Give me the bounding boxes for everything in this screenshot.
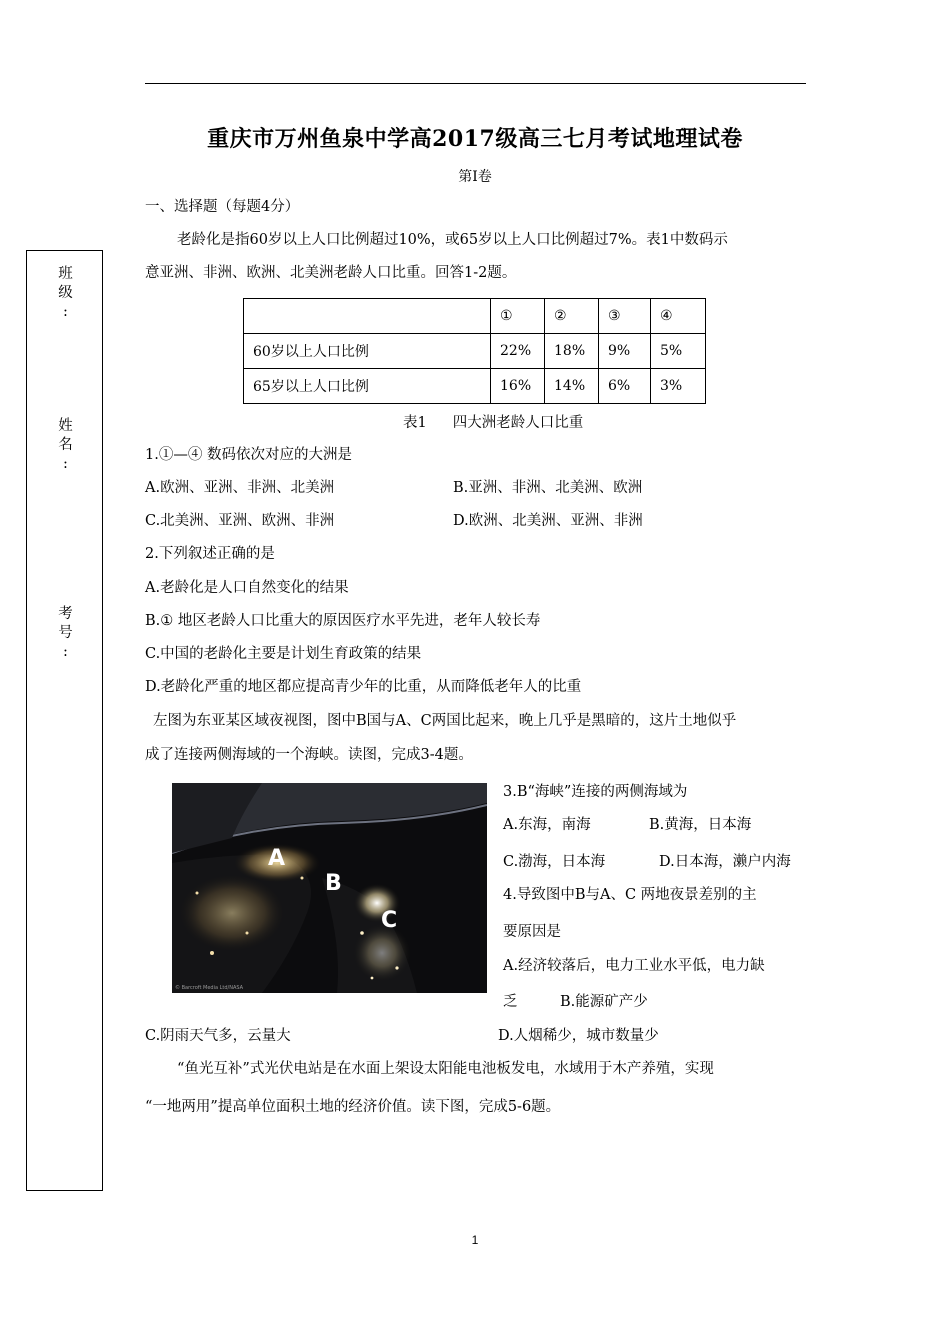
q4-option-a-line-1: A.经济较落后，电力工业水平低，电力缺 bbox=[503, 958, 765, 974]
q4-option-b: B.能源矿产少 bbox=[560, 994, 648, 1010]
map-label-c: C bbox=[381, 908, 398, 933]
passage-2-line-2: 成了连接两侧海域的一个海峡。读图，完成3-4题。 bbox=[145, 747, 473, 763]
table-cell: 65岁以上人口比例 bbox=[244, 369, 491, 404]
q3-option-d: D.日本海，濑户内海 bbox=[659, 854, 791, 870]
table-cell: 18% bbox=[545, 334, 599, 369]
q2-option-b: B.① 地区老龄人口比重大的原因医疗水平先进，老年人较长寿 bbox=[145, 613, 541, 629]
table-cell: 14% bbox=[545, 369, 599, 404]
passage-3-line-1: “鱼光互补”式光伏电站是在水面上架设太阳能电池板发电，水域用于木产养殖，实现 bbox=[177, 1061, 714, 1077]
q1-option-d: D.欧洲、北美洲、亚洲、非洲 bbox=[453, 513, 643, 529]
aging-table bbox=[243, 298, 706, 404]
page-number: 1 bbox=[471, 1233, 479, 1247]
table-cell: 22% bbox=[491, 334, 545, 369]
passage-3-line-2: “一地两用”提高单位面积土地的经济价值。读下图，完成5-6题。 bbox=[145, 1099, 561, 1115]
map-label-b: B bbox=[325, 871, 342, 896]
intro-line-2: 意亚洲、非洲、欧洲、北美洲老龄人口比重。回答1-2题。 bbox=[145, 265, 517, 281]
q1-stem: 1.①—④ 数码依次对应的大洲是 bbox=[145, 447, 352, 463]
table-cell: ② bbox=[545, 299, 599, 334]
night-map-graphic bbox=[172, 783, 487, 993]
q3-option-c: C.渤海，日本海 bbox=[503, 854, 606, 870]
passage-2-line-1: 左图为东亚某区域夜视图，图中B国与A、C两国比起来，晚上几乎是黑暗的，这片土地似乎 bbox=[153, 713, 737, 729]
q2-option-c: C.中国的老龄化主要是计划生育政策的结果 bbox=[145, 646, 422, 662]
table-header-row bbox=[244, 299, 706, 334]
table-row bbox=[244, 334, 706, 369]
name-label: 姓 名 : bbox=[58, 418, 73, 472]
image-credit: © Barcroft Media Ltd/NASA bbox=[175, 985, 244, 991]
q4-stem-line-2: 要原因是 bbox=[503, 924, 561, 940]
volume-label: 第I卷 bbox=[458, 169, 492, 185]
exam-title: 重庆市万州鱼泉中学高2017级高三七月考试地理试卷 bbox=[207, 126, 743, 152]
header-rule bbox=[145, 83, 806, 84]
table-caption: 表1 四大洲老龄人口比重 bbox=[403, 415, 584, 431]
q2-stem: 2.下列叙述正确的是 bbox=[145, 546, 275, 562]
table-row bbox=[244, 369, 706, 404]
table-cell: ① bbox=[491, 299, 545, 334]
table-cell: 5% bbox=[651, 334, 706, 369]
q4-option-c: C.阴雨天气多，云量大 bbox=[145, 1028, 291, 1044]
q2-option-a: A.老龄化是人口自然变化的结果 bbox=[145, 580, 349, 596]
intro-line-1: 老龄化是指60岁以上人口比例超过10%，或65岁以上人口比例超过7%。表1中数码示 bbox=[177, 232, 728, 248]
q4-option-a-line-2: 乏 bbox=[503, 994, 518, 1010]
table-cell: 16% bbox=[491, 369, 545, 404]
table-cell: 9% bbox=[599, 334, 651, 369]
table-cell: 6% bbox=[599, 369, 651, 404]
table-cell: 3% bbox=[651, 369, 706, 404]
table-cell: 60岁以上人口比例 bbox=[244, 334, 491, 369]
student-info-box bbox=[26, 250, 103, 1191]
q4-option-d: D.人烟稀少，城市数量少 bbox=[498, 1028, 659, 1044]
table-cell: ④ bbox=[651, 299, 706, 334]
q1-option-a: A.欧洲、亚洲、非洲、北美洲 bbox=[145, 480, 335, 496]
q1-option-c: C.北美洲、亚洲、欧洲、非洲 bbox=[145, 513, 335, 529]
q3-option-b: B.黄海，日本海 bbox=[649, 817, 752, 833]
id-label: 考 号 : bbox=[58, 606, 73, 660]
q3-option-a: A.东海，南海 bbox=[503, 817, 591, 833]
class-label: 班 级 : bbox=[58, 266, 73, 320]
table-cell bbox=[244, 299, 491, 334]
map-label-a: A bbox=[268, 846, 286, 871]
q4-stem-line-1: 4.导致图中B与A、C 两地夜景差别的主 bbox=[503, 887, 757, 903]
q1-option-b: B.亚洲、非洲、北美洲、欧洲 bbox=[453, 480, 643, 496]
table-cell: ③ bbox=[599, 299, 651, 334]
night-satellite-image bbox=[172, 783, 487, 993]
section-heading: 一、选择题（每题4分） bbox=[145, 199, 300, 215]
q3-stem: 3.B“海峡”连接的两侧海域为 bbox=[503, 784, 688, 800]
q2-option-d: D.老龄化严重的地区都应提高青少年的比重，从而降低老年人的比重 bbox=[145, 679, 582, 695]
